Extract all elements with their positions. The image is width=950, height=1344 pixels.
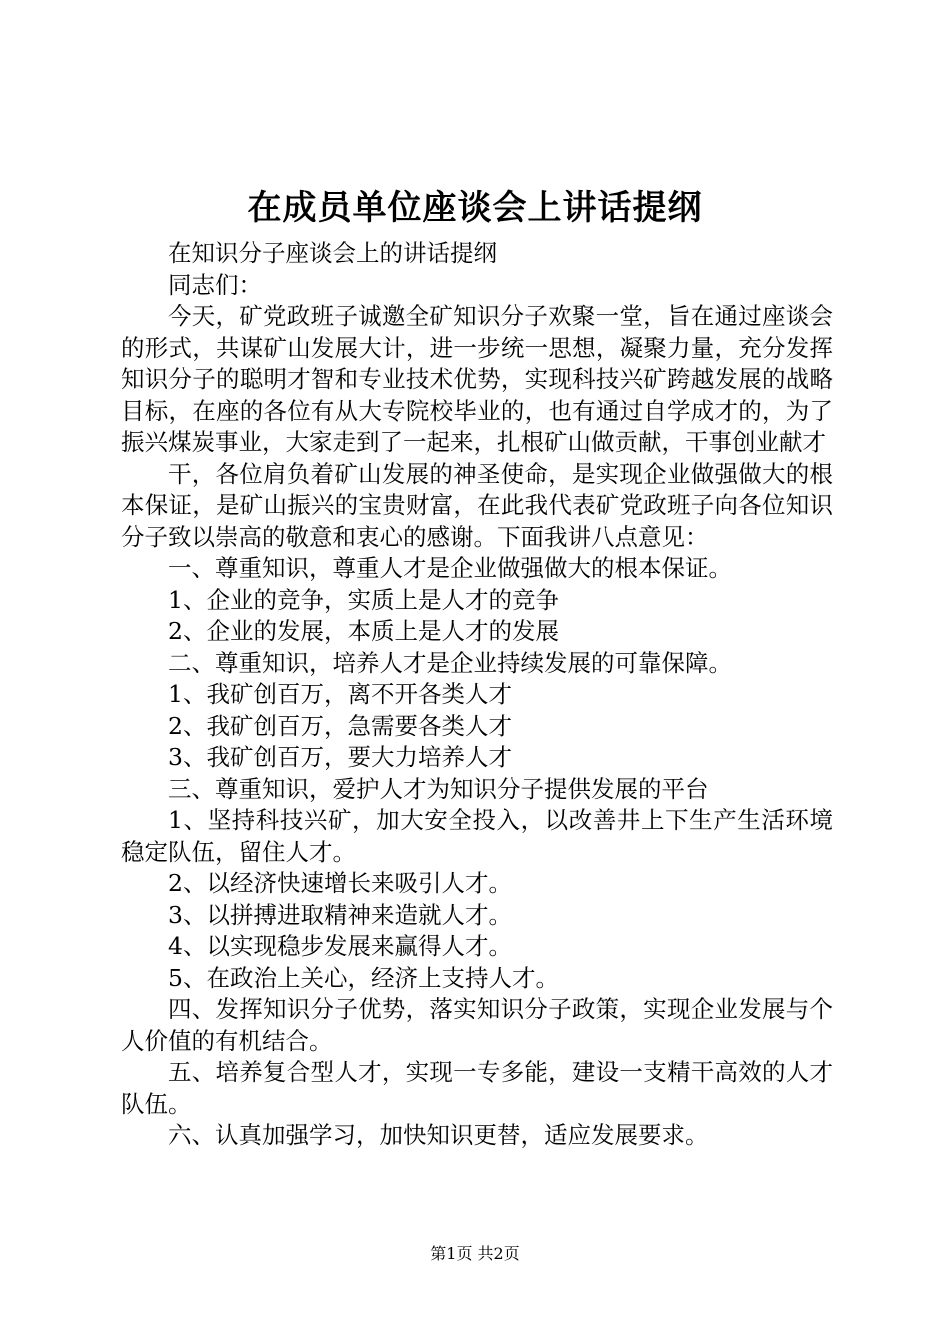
page-footer: 第1页 共2页 xyxy=(430,1244,520,1263)
paragraph: 今天，矿党政班子诚邀全矿知识分子欢聚一堂，旨在通过座谈会的形式，共谋矿山发展大计，进一步统一思想，凝聚力量，充分发挥知识分子的聪明才智和专业技术优势，实现科技兴矿跨越发展的战略目标，在座的各位有从大专院校毕业的，也有通过自学成才的，为了振兴煤炭事业，大家走到了一起来，扎根矿山做贡献，干事创业献才 xyxy=(121,302,833,456)
paragraph: 干，各位肩负着矿山发展的神圣使命，是实现企业做强做大的根本保证，是矿山振兴的宝贵财富，在此我代表矿党政班子向各位知识分子致以崇高的敬意和衷心的感谢。下面我讲八点意见： xyxy=(121,459,833,551)
paragraph: 2、我矿创百万，急需要各类人才 xyxy=(168,711,512,740)
paragraph: 3、以拼搏进取精神来造就人才。 xyxy=(168,900,512,929)
document-body xyxy=(121,238,833,1152)
paragraph: 1、坚持科技兴矿，加大安全投入，以改善井上下生产生活环境稳定队伍，留住人才。 xyxy=(121,806,833,866)
paragraph: 1、企业的竞争，实质上是人才的竞争 xyxy=(168,585,559,614)
paragraph: 2、以经济快速增长来吸引人才。 xyxy=(168,869,512,897)
paragraph: 三、尊重知识，爱护人才为知识分子提供发展的平台 xyxy=(168,774,709,803)
paragraph: 5、在政治上关心，经济上支持人才。 xyxy=(168,963,559,992)
paragraph: 五、培养复合型人才，实现一专多能，建设一支精干高效的人才队伍。 xyxy=(121,1058,833,1118)
paragraph: 同志们： xyxy=(168,270,262,299)
paragraph: 四、发挥知识分子优势，落实知识分子政策，实现企业发展与个人价值的有机结合。 xyxy=(121,995,833,1055)
paragraph: 2、企业的发展，本质上是人才的发展 xyxy=(168,617,559,645)
paragraph: 一、尊重知识，尊重人才是企业做强做大的根本保证。 xyxy=(168,554,732,582)
paragraph: 二、尊重知识，培养人才是企业持续发展的可靠保障。 xyxy=(168,648,732,677)
document-title: 在成员单位座谈会上讲话提纲 xyxy=(247,188,703,228)
paragraph: 1、我矿创百万，离不开各类人才 xyxy=(168,680,512,708)
paragraph: 3、我矿创百万，要大力培养人才 xyxy=(168,743,512,771)
paragraph: 在知识分子座谈会上的讲话提纲 xyxy=(168,239,497,267)
paragraph: 4、以实现稳步发展来赢得人才。 xyxy=(168,932,512,960)
paragraph: 六、认真加强学习，加快知识更替，适应发展要求。 xyxy=(168,1121,709,1149)
